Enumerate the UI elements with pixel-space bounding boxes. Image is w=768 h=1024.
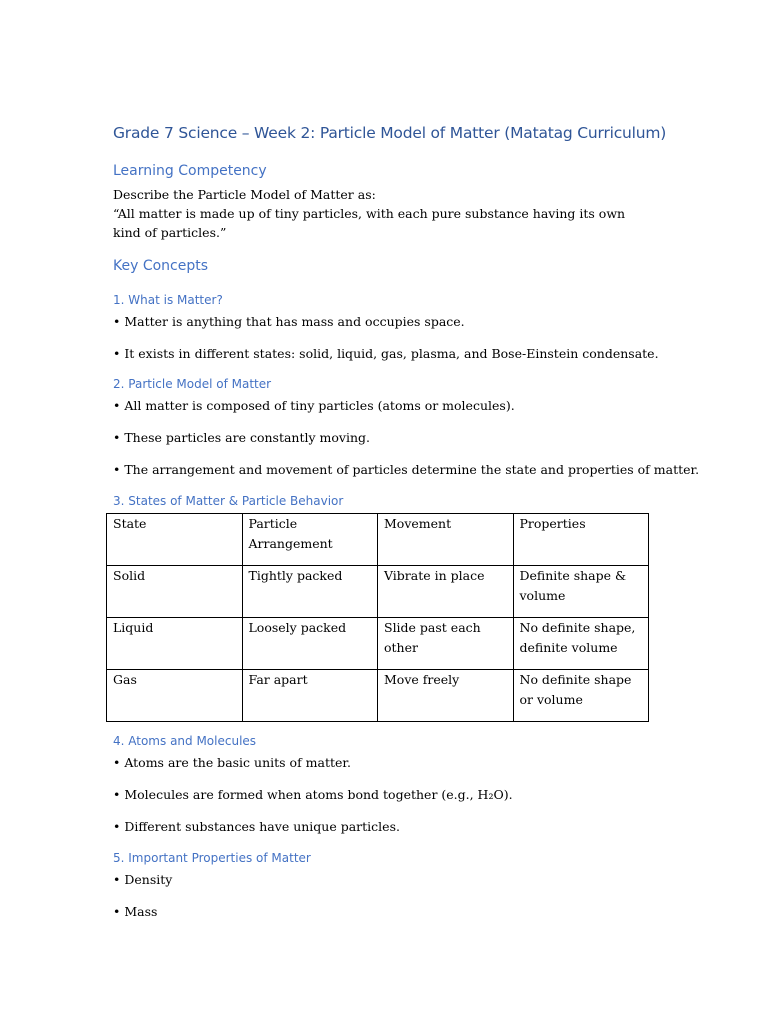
bullet-item: • Matter is anything that has mass and occupies space. — [113, 314, 465, 329]
table-cell: Gas — [107, 670, 243, 722]
table-cell: Vibrate in place — [378, 566, 514, 618]
section-heading-atoms-molecules: 4. Atoms and Molecules — [113, 734, 257, 748]
table-cell: Definite shape & volume — [513, 566, 649, 618]
table-row — [107, 670, 649, 722]
document-title: Grade 7 Science – Week 2: Particle Model of Matter (Matatag Curriculum) — [113, 124, 667, 142]
table-cell: Solid — [107, 566, 243, 618]
bullet-item: • Atoms are the basic units of matter. — [113, 755, 351, 770]
table-cell: Liquid — [107, 618, 243, 670]
section-heading-particle-model: 2. Particle Model of Matter — [113, 377, 272, 391]
table-row — [107, 566, 649, 618]
table-cell: Loosely packed — [242, 618, 378, 670]
table-header-cell: Particle Arrangement — [242, 514, 378, 566]
bullet-item: • Mass — [113, 904, 158, 919]
learning-competency-heading: Learning Competency — [113, 163, 267, 179]
table-cell: No definite shape or volume — [513, 670, 649, 722]
bullet-item: • It exists in different states: solid, liquid, gas, plasma, and Bose-Einstein condensate. — [113, 346, 659, 361]
table-cell: Slide past each other — [378, 618, 514, 670]
section-heading-states-of-matter: 3. States of Matter & Particle Behavior — [113, 494, 344, 508]
table-header-row — [107, 514, 649, 566]
bullet-item: • Molecules are formed when atoms bond together (e.g., H₂O). — [113, 787, 513, 802]
table-header-cell: Properties — [513, 514, 649, 566]
table-cell: No definite shape, definite volume — [513, 618, 649, 670]
bullet-item: • These particles are constantly moving. — [113, 430, 370, 445]
bullet-item: • Density — [113, 872, 173, 887]
states-of-matter-table — [106, 513, 649, 722]
table-cell: Tightly packed — [242, 566, 378, 618]
learning-competency-quote: “All matter is made up of tiny particles, with each pure substance having its own kind of particles.” — [113, 206, 626, 240]
table-row — [107, 618, 649, 670]
key-concepts-heading: Key Concepts — [113, 258, 209, 274]
table-header-cell: State — [107, 514, 243, 566]
section-heading-important-properties: 5. Important Properties of Matter — [113, 851, 311, 865]
bullet-item: • All matter is composed of tiny particles (atoms or molecules). — [113, 398, 515, 413]
table-cell: Far apart — [242, 670, 378, 722]
table-cell: Move freely — [378, 670, 514, 722]
learning-competency-intro: Describe the Particle Model of Matter as: — [113, 187, 376, 202]
bullet-item: • The arrangement and movement of particles determine the state and properties of matter. — [113, 462, 700, 477]
bullet-item: • Different substances have unique particles. — [113, 819, 400, 834]
table-header-cell: Movement — [378, 514, 514, 566]
section-heading-what-is-matter: 1. What is Matter? — [113, 293, 223, 307]
